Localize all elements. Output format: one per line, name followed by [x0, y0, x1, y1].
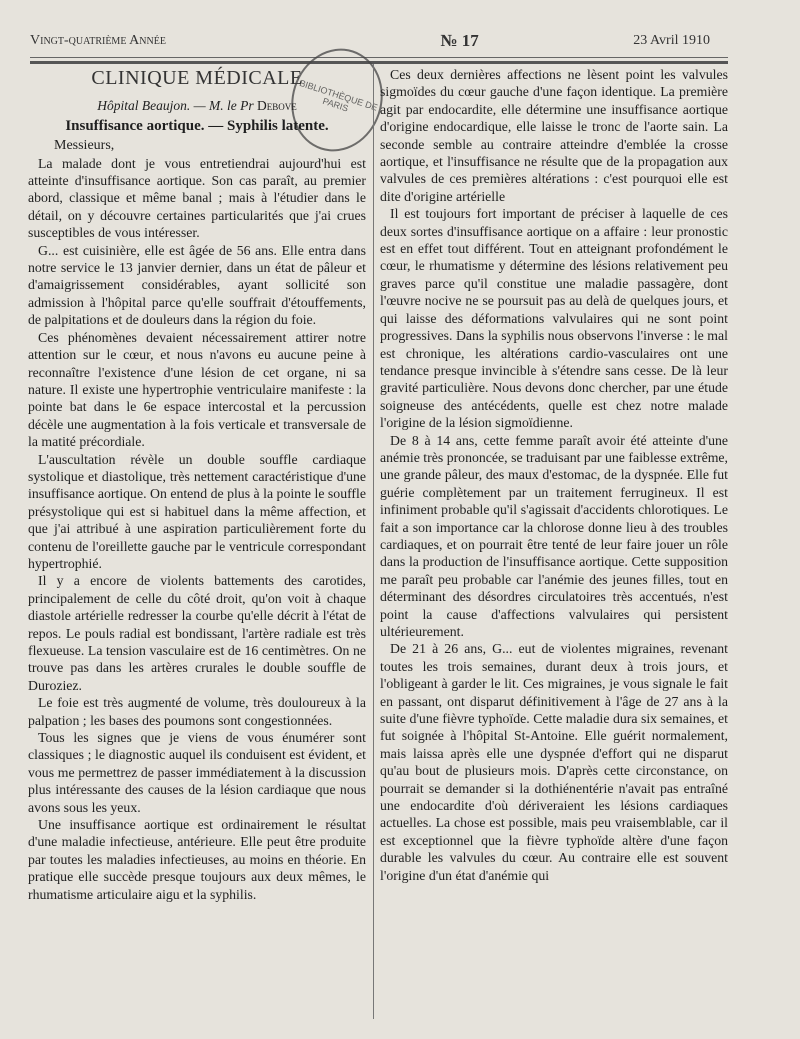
paragraph: Une insuffisance aortique est ordinairement le résultat d'une maladie infectieuse, antérieure. Elle peut être produite par toutes les maladies infectieuses, au moins en théorie. En pratique elle succède presque toujours aux deux mêmes, le rhumatisme articulaire aigu et la syphilis. — [28, 817, 366, 902]
paragraph: G... est cuisinière, elle est âgée de 56 ans. Elle entra dans notre service le 13 janvier dernier, dans un état de pâleur et d'amaigrissement considérables, ayant sollicité son admission à l'hôpital parce qu'elle souffrait d'étouffements, de palpitations et de douleurs dans la région du foie. — [28, 242, 366, 328]
paragraph: L'auscultation révèle un double souffle cardiaque systolique et diastolique, très nettement caractéristique d'une insuffisance aortique. On entend de plus à la pointe le souffle présystolique qui est si habituel dans la même affection, et que j'ai attribué à une aspiration particulièrement forte du contenu de l'oreillette gauche par le ventricule correspondant hypertrophié. — [28, 451, 366, 571]
stamp-label: BIBLIOTHÈQUE DE PARIS — [298, 77, 379, 114]
volume-year: Vingt-quatrième Année — [30, 33, 166, 48]
doctor-name: Debove — [256, 98, 297, 114]
section-title: CLINIQUE MÉDICALE — [91, 67, 303, 89]
page-header — [30, 30, 710, 52]
paragraph: Tous les signes que je viens de vous énumérer sont classiques ; le diagnostic auquel ils conduisent est évident, et vous me permettrez de passer immédiatement à la discussion plus intéressante des causes de la lésion cardiaque que nous avons sous les yeux. — [28, 730, 366, 815]
paragraph: Ces phénomènes devaient nécessairement attirer notre attention sur le cœur, et nous n'avons eu aucune peine à reconnaître l'existence d'une lésion de cet organe, ni sa nature. Il existe une hypertrophie ventriculaire manifeste : la pointe bat dans le 6e espace intercostal et la percussion décèle une augmentation à la fois verticale et transversale de la matité précordiale. — [28, 329, 366, 450]
hospital-line — [28, 97, 366, 114]
paragraph: Il est toujours fort important de préciser à laquelle de ces deux sortes d'insuffisance aortique on a affaire : leur pronostic est en effet tout différent. Tout en atteignant profondément le cœur, le rhumatisme y détermine des lésions relativement peu graves parce qu'il constitue une maladie passagère, dont l'œuvre nocive ne se poursuit pas au delà de quelques jours, et qui laisse des déformations valvulaires qui ne sont point progressives. Dans la syphilis nous observons l'inverse : le mal est chronique, les altérations cardio-vasculaires ont une tendance presque invincible à s'étendre sans cesse. De là leur gravité particulière. Nous devons donc chercher, par une étude soigneuse des antécédents, quelle est chez notre malade l'origine de la lésion sigmoïdienne. — [380, 206, 728, 431]
column-divider — [373, 64, 374, 1019]
issue-date: 23 Avril 1910 — [633, 33, 710, 48]
issue-number: № 17 — [440, 31, 479, 50]
left-column — [28, 66, 366, 903]
header-rule-thick — [30, 61, 728, 64]
paragraph: Il y a encore de violents battements des carotides, principalement de celle du côté droit, qu'on voit à chaque diastole artérielle redresser la courbe qu'elle décrit à l'état de repos. Le pouls radial est bondissant, l'artère radiale est très flexueuse. La tension vasculaire est de 16 centimètres. On ne trouve pas dans les artères crurales le double souffle de Duroziez. — [28, 573, 366, 693]
paragraph: Le foie est très augmenté de volume, très douloureux à la palpation ; les bases des poumons sont congestionnées. — [28, 695, 366, 728]
paragraph: La malade dont je vous entretiendrai aujourd'hui est atteinte d'insuffisance aortique. Son cas paraît, au premier abord, classique et même banal ; mais à l'étudier dans le détail, on y découvre certaines particularités que j'ai crues susceptibles de vous intéresser. — [28, 155, 366, 241]
header-rule — [30, 57, 728, 58]
paragraph: Ces deux dernières affections ne lèsent point les valvules sigmoïdes du cœur gauche d'une façon identique. La première agit par endocardite, elle détermine une insuffisance aortique d'origine endocardique, elle laisse le tronc de l'aorte sain. La seconde semble au contraire atteindre d'emblée la crosse aortique, et l'insuffisance ne résulte que de la propagation aux valvules de ces premières altérations : c'est pourquoi elle est dite d'origine artérielle — [380, 67, 728, 204]
article-subject: Insuffisance aortique. — Syphilis latente. — [65, 117, 329, 134]
hospital-name: Hôpital Beaujon. — M. le Pr — [97, 98, 254, 114]
paragraph: De 21 à 26 ans, G... eut de violentes migraines, revenant toutes les trois semaines, durant deux à trois jours, et l'obligeant à garder le lit. Ces migraines, je vous signale le fait en passant, ont disparut définitivement à l'âge de 27 ans à la suite d'une fièvre typhoïde. Cette maladie dura six semaines, et fut soignée à l'hôpital St-Antoine. Elle guérit normalement, mais laissa après elle une dyspnée d'effort qui ne disparut qu'au bout de plusieurs mois. D'après cette circonstance, on pourrait se demander si la dothiénentérie n'avait pas entraîné une endocardite d'où dériveraient les lésions cardiaques actuelles. La chose est possible, mais peu vraisemblable, car il est exceptionnel que la fièvre typhoïde altère d'une façon durable les valvules du cœur. Au contraire elle est souvent l'origine d'un état d'anémie qui — [380, 641, 728, 883]
greeting: Messieurs, — [54, 138, 115, 154]
right-column — [380, 66, 728, 884]
paragraph: De 8 à 14 ans, cette femme paraît avoir été atteinte d'une anémie très prononcée, se traduisant par une faiblesse extrême, une grande pâleur, des maux d'estomac, de la dyspnée. Elle fut guérie complètement par un traitement ferrugineux. Il est infiniment probable qu'il s'agissait d'accidents chlorotiques. Le fait a son importance car la chlorose donne lieu à des troubles cardiaques, et on pourrait être tenté de leur faire jouer un rôle dans la production de l'insuffisance aortique. Cette supposition me paraît peu probable car l'anémie des jeunes filles, tout en déterminant des désordres circulatoires très accentués, n'est point la cause d'affections valvulaires qui persistent ultérieurement. — [380, 432, 728, 639]
